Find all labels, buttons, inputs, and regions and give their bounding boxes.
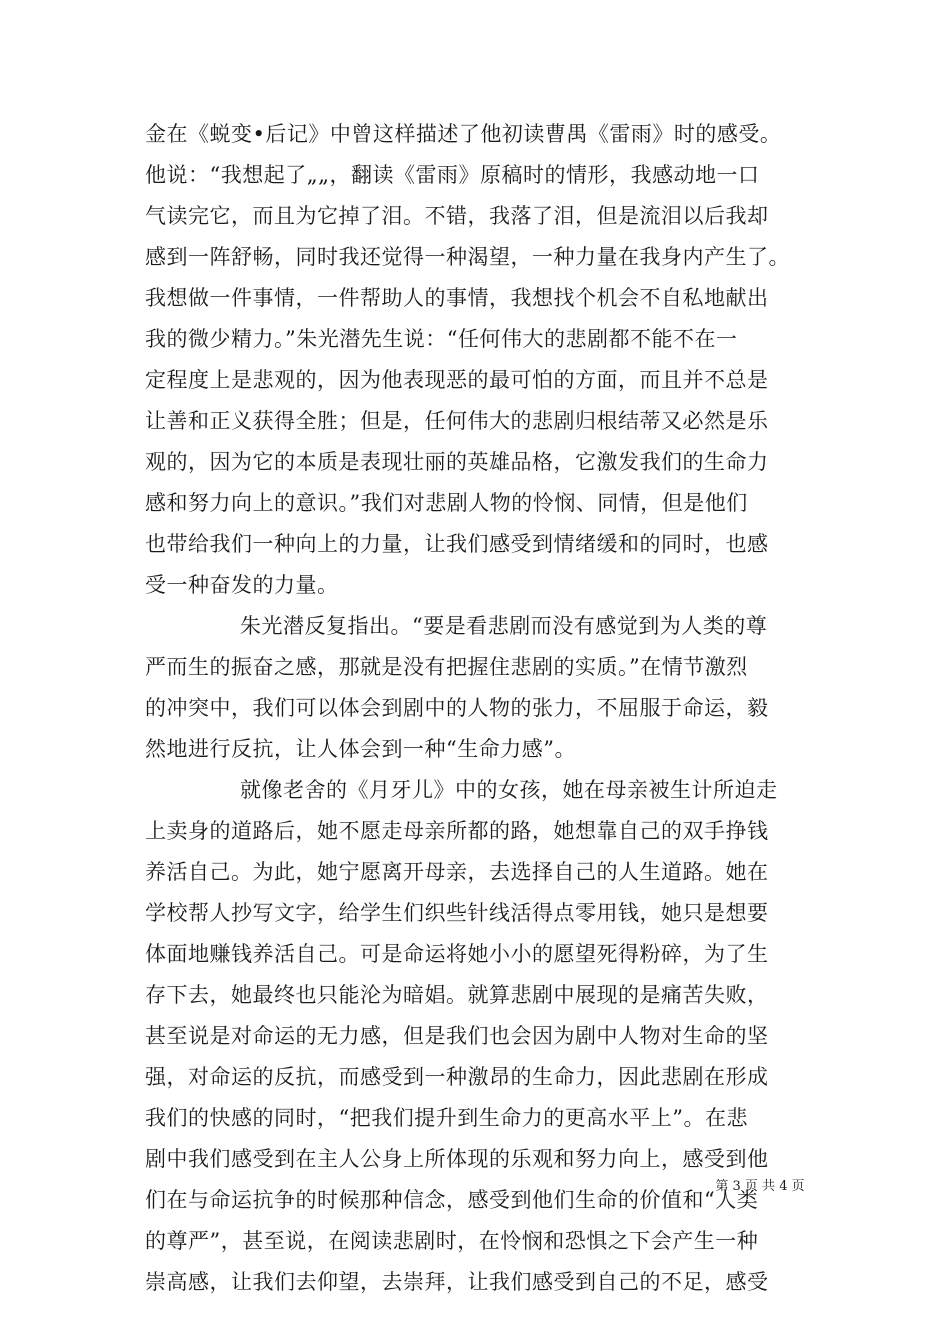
page-footer xyxy=(0,1178,950,1196)
text-line: 感和努力向上的意识。”我们对悲剧人物的怜悯、同情，但是他们 xyxy=(145,491,748,515)
text-line: 强，对命运的反抗，而感受到一种激昂的生命力，因此悲剧在形成 xyxy=(145,1065,769,1089)
body-text xyxy=(145,114,815,1303)
text-line: 剧中我们感受到在主人公身上所体现的乐观和努力向上，感受到他 xyxy=(145,1147,769,1171)
text-line: 学校帮人抄写文字，给学生们织些针线活得点零用钱，她只是想要 xyxy=(145,901,769,925)
text-line: 存下去，她最终也只能沦为暗娼。就算悲剧中展现的是痛苦失败， xyxy=(145,983,769,1007)
text-line: 然地进行反抗，让人体会到一种“生命力感”。 xyxy=(145,737,576,761)
text-line: 他说：“我想起了„„，翻读《雷雨》原稿时的情形，我感动地一口 xyxy=(145,163,760,187)
text-line: 们在与命运抗争的时候那种信念，感受到他们生命的价值和“人类 xyxy=(145,1188,759,1212)
text-line: 我的微少精力。”朱光潜先生说：“任何伟大的悲剧都不能不在一 xyxy=(145,327,738,351)
text-line: 让善和正义获得全胜；但是，任何伟大的悲剧归根结蒂又必然是乐 xyxy=(145,409,769,433)
text-line: 甚至说是对命运的无力感，但是我们也会因为剧中人物对生命的坚 xyxy=(145,1024,769,1048)
text-line: 我想做一件事情，一件帮助人的事情，我想找个机会不自私地献出 xyxy=(145,286,769,310)
text-line: 感到一阵舒畅，同时我还觉得一种渴望，一种力量在我身内产生了。 xyxy=(145,245,790,269)
text-line: 受一种奋发的力量。 xyxy=(145,573,339,597)
text-line: 体面地赚钱养活自己。可是命运将她小小的愿望死得粉碎，为了生 xyxy=(145,942,769,966)
text-line: 崇高感，让我们去仰望，去崇拜，让我们感受到自己的不足，感受 xyxy=(145,1270,769,1294)
text-line: 我们的快感的同时，“把我们提升到生命力的更高水平上”。在悲 xyxy=(145,1106,748,1130)
text-line: 气读完它，而且为它掉了泪。不错，我落了泪，但是流泪以后我却 xyxy=(145,204,769,228)
text-line: 养活自己。为此，她宁愿离开母亲，去选择自己的人生道路。她在 xyxy=(145,860,769,884)
text-line: 观的，因为它的本质是表现壮丽的英雄品格，它激发我们的生命力 xyxy=(145,450,769,474)
text-line: 的尊严”，甚至说，在阅读悲剧时，在怜悯和恐惧之下会产生一种 xyxy=(145,1229,759,1253)
text-line: 也带给我们一种向上的力量，让我们感受到情绪缓和的同时，也感 xyxy=(145,532,769,556)
text-line: 上卖身的道路后，她不愿走母亲所都的路，她想靠自己的双手挣钱 xyxy=(145,819,769,843)
text-line: 严而生的振奋之感，那就是没有把握住悲剧的实质。”在情节激烈 xyxy=(145,655,748,679)
paragraph-first-line: 就像老舍的《月牙儿》中的女孩，她在母亲被生计所迫走 xyxy=(240,778,778,802)
page-number: 第 3 页 共 4 页 xyxy=(715,1179,805,1194)
text-line: 金在《蜕变•后记》中曾这样描述了他初读曹禺《雷雨》时的感受。 xyxy=(145,122,782,146)
text-line: 的冲突中，我们可以体会到剧中的人物的张力，不屈服于命运，毅 xyxy=(145,696,769,720)
paragraph-first-line: 朱光潜反复指出。“要是看悲剧而没有感觉到为人类的尊 xyxy=(240,614,768,638)
text-line: 定程度上是悲观的，因为他表现恶的最可怕的方面，而且并不总是 xyxy=(145,368,769,392)
